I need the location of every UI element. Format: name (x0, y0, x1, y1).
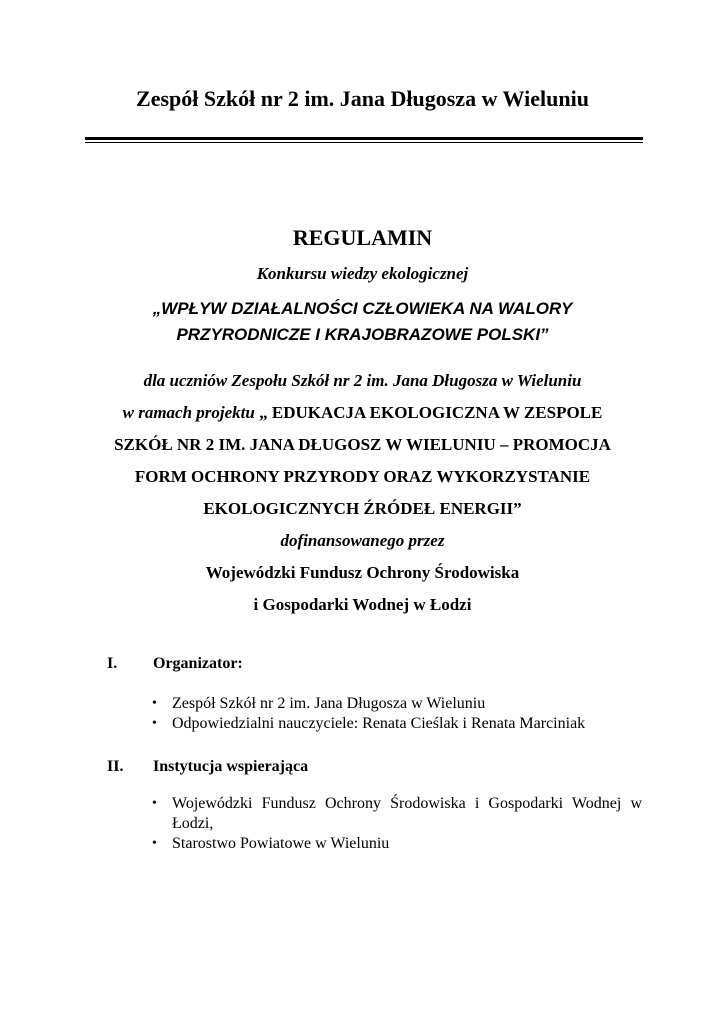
intro-line-7: Wojewódzki Fundusz Ochrony Środowiska (205, 563, 520, 582)
bullet-icon: • (152, 836, 157, 851)
intro-line-1: dla uczniów Zespołu Szkół nr 2 im. Jana Długosza w Wieluniu (143, 371, 582, 390)
intro-line-2-bold: „ EDUKACJA EKOLOGICZNA W ZESPOLE (259, 403, 603, 422)
section-title: Organizator: (153, 655, 243, 672)
bullet-icon: • (152, 796, 157, 811)
intro-line-5: EKOLOGICZNYCH ŹRÓDEŁ ENERGII” (203, 499, 522, 518)
intro-line-6: dofinansowanego przez (280, 531, 445, 550)
organizer-list (148, 694, 648, 734)
section-title: Instytucja wspierająca (153, 758, 309, 775)
contest-name-line-2: PRZYRODNICZE I KRAJOBRAZOWE POLSKI” (176, 325, 549, 344)
section-number: I. (107, 655, 118, 672)
intro-line-3: SZKÓŁ NR 2 IM. JANA DŁUGOSZ W WIELUNIU – PROMOCJA (114, 435, 611, 454)
intro-line-4: FORM OCHRONY PRZYRODY ORAZ WYKORZYSTANIE (134, 467, 591, 486)
section-number: II. (107, 758, 124, 775)
list-item-text: Wojewódzki Fundusz Ochrony Środowiska i Gospodarki Wodnej w Łodzi, (172, 795, 642, 832)
list-item (148, 834, 648, 854)
list-item-text: Starostwo Powiatowe w Wieluniu (172, 835, 390, 852)
regulation-title: REGULAMIN (292, 225, 433, 250)
intro-line-2-italic: w ramach projektu (122, 403, 260, 422)
list-item (148, 794, 648, 834)
supporting-institution-list (148, 794, 648, 854)
intro-line-8: i Gospodarki Wodnej w Łodzi (253, 595, 472, 614)
header-rule-thin (85, 142, 643, 143)
list-item-text: Odpowiedzialni nauczyciele: Renata Cieślak i Renata Marciniak (172, 715, 586, 732)
list-item (148, 694, 648, 714)
contest-name (0, 296, 725, 348)
school-title: Zespół Szkół nr 2 im. Jana Długosza w Wieluniu (136, 86, 589, 111)
section-heading-supporting-institution (107, 757, 308, 777)
header-rule-thick (85, 137, 643, 140)
contest-name-line-1: „WPŁYW DZIAŁALNOŚCI CZŁOWIEKA NA WALORY (152, 299, 573, 318)
bullet-icon: • (152, 696, 157, 711)
intro-line-2 (0, 397, 725, 429)
section-heading-organizer (107, 654, 243, 674)
list-item (148, 714, 648, 734)
contest-subtitle: Konkursu wiedzy ekologicznej (256, 264, 469, 283)
bullet-icon: • (152, 716, 157, 731)
project-description (0, 365, 725, 621)
list-item-text: Zespół Szkół nr 2 im. Jana Długosza w Wieluniu (172, 695, 486, 712)
